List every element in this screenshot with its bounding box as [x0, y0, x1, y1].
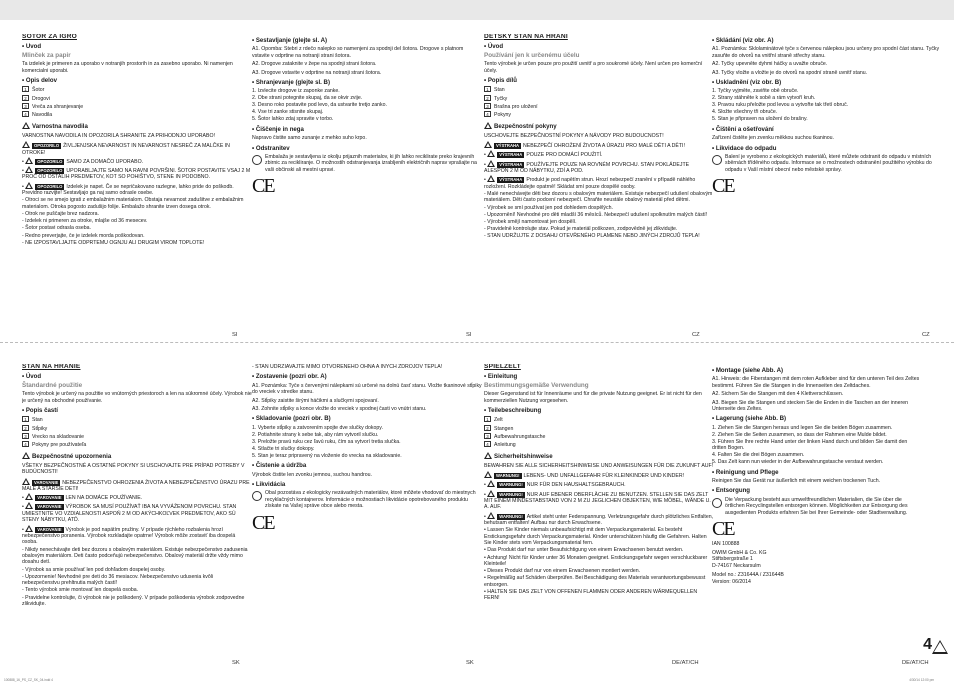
list-item: 2. Obe strani potegnite skupaj, da se okvir zvije.	[252, 95, 363, 102]
list-item: 4 Navodila	[22, 111, 252, 118]
panel-cz-2	[712, 34, 942, 198]
de-montage-heading: • Montage (siehe Abb. A)	[712, 368, 922, 374]
sk-uvod-sub: Štandardné použitie	[22, 381, 83, 389]
cz-skladani-heading: • Skládání (viz obr. A)	[712, 38, 942, 44]
list-item: 1. Tyčky vyjměte, zaviňte obě obruče.	[712, 88, 799, 95]
cz-likvidace-text: Balení je vyrobeno z ekologických materiálů, které můžete odstranit do odpadu v místních sběrnách tříděného odpadu. Informace se o možnostech odstranění použitého výrobku do odpadu v Vaší místní obecní nebo městské správy.	[725, 154, 932, 173]
list-item: - Redno preverjajte, če je izdelek morda poškodovan.	[22, 232, 145, 239]
recycle-icon	[712, 498, 722, 508]
list-item: • WARNUNG! Artikel steht unter Federspannung. Verletzungsgefahr durch plötzliches Entfalten, behutsam entfalten! Aufbau nur durch Erwachsene.	[484, 513, 714, 527]
sk-zost-2: A2. Stĺpiky zaistite širými háčikmi a slučkymi spojovaní.	[252, 397, 379, 404]
si-ciscenje-heading: • Čiščenje in nega	[252, 127, 482, 133]
de-entsorgung-text: Die Verpackung besteht aus umweltfreundlichen Materialien, die Sie über die örtlichen Recyclingstellen entsorgen können. Möglichkeiten zur Entsorgung des ausgedienten Produkts erfahren Sie bei Ihrer Gemeinde- oder Stadtverwaltung.	[725, 496, 908, 516]
list-item: - Šotor postavi odrasla oseba.	[22, 225, 91, 232]
list-item: 1 Zelt	[484, 416, 714, 423]
de-einleitung-text: Dieser Gegenstand ist für Innenräume und für die private Nutzung geeignet. Er ist nicht für den kommerziellen Nutzung vorgesehen.	[484, 391, 702, 404]
list-item: • Achtung! Nicht für Kinder unter 36 Monaten geeignet. Erstickungsgefahr wegen verschluckbarer Kleinteile!	[484, 554, 708, 567]
si-sest-b-heading: • Shranjevanje (glejte sl. B)	[252, 80, 482, 86]
panel-si-2	[252, 34, 482, 198]
list-item: • VÝSTRAHA POUZE PRO DOMÁCÍ POUŽITÍ.	[484, 152, 603, 159]
panel-sk-1	[22, 364, 252, 608]
ce-mark: CE	[712, 175, 734, 198]
si-disposal	[252, 154, 482, 175]
si-sest-a-3: A3. Drogove vstavite v odprtine na notranji strani šotora.	[252, 69, 382, 76]
si-title: ŠOTOR ZA IGRO	[22, 34, 77, 40]
sk-sklad-list	[252, 425, 482, 459]
list-item: 5. Stan je připraven na uložení do brašny.	[712, 116, 808, 123]
list-item: • VAROVANIE Výrobok je pod napätím pružiny. V prípade rýchleho rozbalenia hrozí nebezpečenstvo poranenia. Výrobok rozkladajte opatrne! Výrobok môže zostaviť iba dospelá osoba.	[22, 526, 236, 546]
sk-sklad-heading: • Skladovanie (pozri obr. B)	[252, 416, 482, 422]
de-montage-2: A2. Sichern Sie die Stangen mit den 4 Klettverschlüssen.	[712, 391, 844, 398]
sk-zost-1: A1. Poznámka: Tyče s červenými nálepkami sú určené na dolnú časť stanu. Vložte tkaninové stĺpiky do vreciek v stredke stanu.	[252, 382, 482, 396]
list-item: - Výrobok sa smie používať len pod dohľadom dospelej osoby.	[22, 566, 166, 573]
list-item: 5. Das Zelt kann nun wieder in der Aufbewahrungstasche verstaut werden.	[712, 459, 884, 466]
list-item: • Regelmäßig auf Schäden überprüfen. Bei Beschädigung des Materials verantwortungsbewusst entsorgen.	[484, 575, 706, 588]
recycle-icon	[712, 155, 722, 165]
de-disposal	[712, 497, 922, 518]
cz-disposal	[712, 154, 942, 175]
list-item: • VAROVANIE LEN NA DOMÁCE POUŽÍVANIE.	[22, 495, 143, 502]
list-item: 3 Vreča za shranjevanje	[22, 103, 252, 110]
cz-skladani-2: A2. Tyčky upevněte dyhmi háčky a uvažte obruče.	[712, 61, 828, 68]
list-item: • OPOZORILO UPORABLJAJTE SAMO NA RAVNI POVRŠINI. ŠOTOR POSTAVITE VSAJ 2 M PROČ OD OSTALIH PREDMETOV, KOT SO POHIŠTVO, STENE IN PODOBNO.	[22, 168, 251, 181]
de-lagerung-list	[712, 425, 922, 466]
list-item: 2. Potiahnite strany k sebe tak, aby rám vytvoril slučku.	[252, 431, 379, 438]
sk-warn-list	[22, 478, 252, 608]
ce-mark: CE	[252, 175, 274, 198]
list-item: 2 Drogovi	[22, 95, 252, 102]
si-sest-a-1: A1. Opomba: Stebri z rdečo nalepko so namenjeni za spodnji del šotora. Drogove s platnom vstavite v odprtine na notranji strani šotora.	[252, 46, 464, 59]
si-warn-list	[22, 141, 252, 246]
cz-uvod-sub: Používání jen k určenému účelu	[484, 51, 580, 59]
list-item: - Malé nenechávejte děti bez dozoru s obalovým materiálem. Existuje nebezpečí udušení obalovým materiálem. Děti často podcení nebezpečí. Chraňte neustále obalový materiál před dětmi.	[484, 190, 713, 204]
si-odstranitev-heading: • Odstranitev	[252, 146, 482, 152]
cz-skladani-3: A3. Tyčky vložte a vložte je do otvorů na spodní straně uvnitř stanu.	[712, 69, 868, 76]
panel-si-1	[22, 34, 252, 247]
list-item: - Nikdy nenechávajte deti bez dozoru s obalovým materiálom. Existuje nebezpečenstvo zadusenia obalovým materiálom. Deti často podceňujú nebezpečenstvo. Obalový materiál držte vždy mimo dosahu detí.	[22, 546, 248, 566]
panel-sk-2	[252, 364, 482, 534]
list-item: • OPOZORILO Izdelek je napet. Če se nepričakovano razlegne, lahko pride do poškodb. Previdno razvijte! Sestavljajo ga naj samo odrasle osebe.	[22, 183, 234, 197]
de-entsorgung-heading: • Entsorgung	[712, 488, 922, 494]
list-item: - Upozornenie! Nevhodné pre deti do 36 mesiacov. Nebezpečenstvo udusenia kvôli nebezpečenstvu prehltnutia malých častí!	[22, 573, 214, 587]
cz-warn-list	[484, 141, 714, 239]
list-item: • WARNUNG! NUR AUF EBENER OBERFLÄCHE ZU BENUTZEN. STELLEN SIE DAS ZELT MIT EINEM MINDESTABSTAND VON 2 M ZU JEGLICHEN OBJEKTEN, WIE MÖBEL, WÄNDE U. A. AUF.	[484, 491, 711, 511]
list-item: - Výrobek se smí používat jen pod dohledem dospělých.	[484, 204, 613, 211]
panel-de-1	[484, 364, 714, 603]
panel-cz-1	[484, 34, 714, 241]
list-item: 1 Stan	[22, 416, 252, 423]
cz-popis-heading: • Popis dílů	[484, 78, 714, 84]
sk-likvidacia-heading: • Likvidácia	[252, 482, 482, 488]
list-item: - Izdelek ni primeren za otroke, mlajše od 36 mesecev.	[22, 218, 148, 225]
print-slug: 100888_16_PS_CZ_SK_04.indd 4	[4, 678, 53, 682]
cz-warn-intro: USCHOVEJTE BEZPEČNOSTNÍ POKYNY A NÁVODY PRO BUDOUCNOST!	[484, 132, 664, 139]
list-item: • Lassen Sie Kinder niemals unbeaufsichtigt mit dem Verpackungsmaterial. Es besteht Erstickungsgefahr durch Verpackungsmaterial. Kinder unterschätzen häufig die Gefahren. Halten Sie Kinder stets vom Verpackungsmaterial fern.	[484, 527, 707, 547]
si-sest-b-list	[252, 88, 482, 122]
list-item: 3. Führen Sie Ihre rechte Hand unter der linken Hand durch und bilden Sie damit den dritten Bogen.	[712, 438, 908, 452]
de-title: SPIELZELT	[484, 364, 521, 370]
cz-likvidace-heading: • Likvidace do odpadu	[712, 146, 942, 152]
list-item: 1. Izvlecite drogove iz zaponke zanke.	[252, 88, 340, 95]
si-opis-heading: • Opis delov	[22, 78, 252, 84]
list-item: 3. Preložte pravú ruku cez ľavú ruku, čím sa vytvorí tretia slučka.	[252, 438, 401, 445]
de-reinigung-heading: • Reinigung und Pflege	[712, 470, 922, 476]
sk-warn-heading: Bezpečnostné upozornenia	[22, 452, 252, 460]
footer-lang: DE/AT/CH	[672, 660, 699, 666]
cz-uvod-text: Tento výrobek je určen pouze pro použití uvnitř a pro soukromé účely. Není určen pro komerční účely.	[484, 61, 703, 74]
sk-likvidacia-text: Obal pozostáva z ekologicky nezávadných materiálov, ktoré môžete vhodovať do miestnych recyklačných kontajnerov. Informácie o možnostiach likvidácie opotrebovaného produktu získate na Vašej správe obce alebo mesta.	[265, 490, 476, 510]
de-reinigung-text: Reinigen Sie das Gerät nur äußerlich mit einem weichen trockenen Tuch.	[712, 478, 881, 485]
de-ian: IAN 100888	[712, 540, 740, 547]
de-company-2: Stiftsbergstraße 1	[712, 556, 753, 563]
list-item: VÝSTRAHA NEBEZPEČÍ OHROŽENÍ ŽIVOTA A ÚRAZU PRO MALÉ DĚTI A DĚTI!	[484, 141, 714, 149]
list-item: 3. Desno roko postavite pod levo, da ustvarite tretjo zanko.	[252, 102, 387, 109]
list-item: 5. Stan je teraz pripravený na vloženie do vrecka na skladovanie.	[252, 452, 402, 459]
page-warning-icon	[932, 640, 948, 654]
list-item: 4 Anleitung	[484, 441, 714, 448]
si-odstranitev-text: Embalaža je sestavljena iz okolju prijaznih materialov, ki jih lahko reciklirate preko krajevnih zbirnic za recikliranje. O možnostih odstranjevanja izrabljenih električnih naprav vprašajte na vaši občinski ali mestni upravi.	[265, 154, 477, 173]
list-item: 2. Ziehen Sie die Seiten zusammen, so dass der Rahmen eine Mulde bildet.	[712, 431, 887, 438]
footer-lang: SI	[466, 332, 472, 338]
list-item: 2 Stangen	[484, 425, 714, 432]
de-warn-intro: BEWAHREN SIE ALLE SICHERHEITSHINWEISE UND ANWEISUNGEN FÜR DIE ZUKUNFT AUF!	[484, 462, 714, 469]
list-item: • Dieses Produkt darf nur von einem Erwachsenen montiert werden.	[484, 568, 641, 575]
cz-uskladneni-list	[712, 88, 942, 122]
list-item: - Otroci se ne smejo igrati z embalažnim materialom. Obstaja nevarnost zadušitve z embalažnim materialom. Otroka pogosto zadušijo folije. Embalažo shranite izven dosega otrok.	[22, 197, 244, 210]
sk-zost-3: A3. Zohnite stĺpiky a konce vložte do vreciek v spodnej časti vo vnútri stanu.	[252, 406, 427, 413]
cz-parts-list	[484, 86, 714, 118]
list-item: - STAN UDRŽUJTE Z DOSAHU OTEVŘENÉHO PLAMENE NEBO JINÝCH ZDROJŮ TEPLA!	[484, 233, 700, 240]
list-item: 3 Vrecko na skladovanie	[22, 433, 252, 440]
de-montage-3: A3. Biegen Sie die Stangen und stecken Sie die Enden in die Taschen an der inneren Unterseite des Zeltes.	[712, 399, 909, 413]
list-item: - NE IZPOSTAVLJAJTE ODPRTEMU OGNJU ALI DRUGIM VIROM TOPLOTE!	[22, 239, 205, 246]
list-item: 2 Stĺpiky	[22, 425, 252, 432]
list-item: WARNUNG! LEBENS- UND UNFALLGEFAHR FÜR KLEINKINDER UND KINDER!	[484, 471, 714, 479]
warning-icon	[22, 452, 30, 459]
cz-skladani-1: A1. Poznámka: Sklolaminátové tyče s červenou nálepkou jsou určeny pro spodní část stanu. Tyčky zasuňte do otvorů na vnitřní straně střechy stanu.	[712, 46, 940, 59]
de-teile-heading: • Teilebeschreibung	[484, 408, 714, 414]
list-item: 1. Vyberte stĺpiky a zatvorením spojte dve slučky dokopy.	[252, 424, 383, 431]
cz-uvod-heading: • Úvod	[484, 44, 714, 50]
list-item: 3. Pravou ruku přeložte pod levou a vytvořte tak třetí obruč.	[712, 102, 849, 109]
list-item: 1 Stan	[484, 86, 714, 93]
list-item: 3 Aufbewahrungstasche	[484, 433, 714, 440]
warning-icon	[484, 122, 492, 129]
de-warn-list	[484, 471, 714, 601]
cz-warn-heading: Bezpečnostní pokyny	[484, 122, 714, 130]
list-item: 5. Šotor lahko zdaj spravite v torbo.	[252, 116, 334, 123]
si-sest-a-2: A2. Drogove zataknite v žepe na spodnji strani šotora.	[252, 61, 377, 68]
warning-icon	[22, 122, 30, 129]
si-ciscenje-text: Napravo čistite samo zunanje z mehko suho krpo.	[252, 135, 367, 142]
footer-lang: SK	[232, 660, 240, 666]
footer-lang: SK	[466, 660, 474, 666]
cz-uskladneni-heading: • Uskladnění (viz obr. B)	[712, 80, 942, 86]
page-number: 4	[923, 636, 932, 653]
footer-lang: CZ	[692, 332, 700, 338]
warning-icon	[484, 452, 492, 459]
list-item: • Das Produkt darf nur unter Beaufsichtigung von einem Erwachsenen benutzt werden.	[484, 547, 684, 554]
ce-mark: CE	[252, 511, 274, 534]
list-item: 1. Ziehen Sie die Stangen heraus und legen Sie die beiden Bögen zusammen.	[712, 424, 893, 431]
sk-warn-last: - STAN UDRŽIAVAJTE MIMO OTVORENÉHO OHŇA A INÝCH ZDROJOV TEPLA!	[252, 364, 443, 370]
list-item: - Pravidelne kontrolujte, či výrobok nie je poškodený. V prípade poškodenia výrobok zodpovedne zlikvidujte.	[22, 594, 245, 607]
recycle-icon	[252, 155, 262, 165]
list-item: 4. Stlačte tri slučky dokopy.	[252, 445, 315, 452]
de-warn-heading: Sicherheitshinweise	[484, 452, 714, 460]
list-item: 1 Šotor	[22, 86, 252, 93]
de-company-3: D-74167 Neckarsulm	[712, 562, 761, 569]
cz-title: DĚTSKÝ STAN NA HRANÍ	[484, 34, 568, 40]
footer-lang: CZ	[922, 332, 930, 338]
sk-cistenie-heading: • Čistenie a údržba	[252, 463, 482, 469]
recycle-icon	[252, 491, 262, 501]
list-item: 2 Tyčky	[484, 95, 714, 102]
list-item: - Tento výrobok smie montovať len dospelá osoba.	[22, 587, 139, 594]
sk-uvod-heading: • Úvod	[22, 374, 252, 380]
panel-de-2	[712, 364, 922, 587]
sk-uvod-text: Tento výrobok je určený na použitie vo vnútorných priestoroch a len na súkromné účely. Výrobok nie je určený na obchodné používanie.	[22, 391, 252, 404]
si-uvod-text: Ta izdelek je primeren za uporabo v notranjih prostorih in za zasebno uporabo. Ni namenjen komercialni uporabi.	[22, 61, 233, 74]
ce-mark: CE	[712, 518, 734, 541]
list-item: VAROVANIE NEBEZPEČENSTVO OHROZENIA ŽIVOTA A NEBEZPEČENSTVO ÚRAZU PRE MALÉ A STARŠIE DETI!	[22, 479, 250, 493]
de-montage-1: A1. Hinweis: die Fiberstangen mit dem roten Aufkleber sind für den unteren Teil des Zeltes bestimmt. Führen Sie die Stangen in die Innenseiten des Zeltdaches.	[712, 376, 920, 389]
print-slug-bar	[0, 678, 954, 684]
sk-zost-heading: • Zostavenie (pozri obr. A)	[252, 374, 482, 380]
cz-cisteni-heading: • Čištění a ošetřování	[712, 127, 942, 133]
list-item: 4. Falten Sie die drei Bögen zusammen.	[712, 452, 805, 459]
print-date: 4/30/14 12:00 pm	[909, 678, 934, 682]
si-warn-heading: Varnostna navodila	[22, 122, 252, 130]
de-parts-list	[484, 416, 714, 448]
si-sest-a-heading: • Sestavljanje (glejte sl. A)	[252, 38, 482, 44]
de-model: Model no.: Z31644A / Z31644B	[712, 572, 784, 579]
sk-cistenie-text: Výrobok čistite len zvonku jemnou, suchou handrou.	[252, 471, 372, 478]
top-bar	[0, 0, 954, 20]
si-uvod-sub: Mlinček za papir	[22, 51, 71, 59]
de-company-1: OWIM GmbH & Co. KG	[712, 549, 767, 556]
list-item: - Pravidelně kontrolujte stav. Pokud je materiál poškozen, zodpovědně jej zlikvidujte.	[484, 226, 678, 233]
de-lagerung-heading: • Lagerung (siehe Abb. B)	[712, 416, 922, 422]
sk-disposal	[252, 490, 482, 511]
list-item: • VAROVANIE VÝROBOK SA MUSÍ POUŽÍVAŤ IBA NA VYVÁŽENOM POVRCHU. STAN UMIESTNITE VO VZDIALENOSTI ASPOŇ 2 M OD AKÝCHKOĽVEK PREDMETOV, AKO SÚ STENY NÁBYTKU, ATĎ.	[22, 504, 237, 524]
list-item: • VÝSTRAHA Produkt je pod napětím strun. Hrozí nebezpečí zranění v případě náhlého rozložení. Rozkládejte opatrně! Skládat smí pouze dospělé osoby.	[484, 177, 696, 190]
list-item: - Otrok ne puščajte brez nadzora.	[22, 210, 99, 217]
list-item: 3 Brašna pro uložení	[484, 103, 714, 110]
list-item: 2. Strany stáhněte k sobě a rám vytvoří kruh.	[712, 95, 816, 102]
list-item: • WARNUNG! NUR FÜR DEN HAUSHALTSGEBRAUCH.	[484, 482, 626, 489]
list-item: 4 Pokyny pre používateľa	[22, 441, 252, 448]
de-einleitung-sub: Bestimmungsgemäße Verwendung	[484, 381, 589, 389]
si-uvod-heading: • Uvod	[22, 44, 252, 50]
footer-lang: SI	[232, 332, 238, 338]
list-item: • OPOZORILO SAMO ZA DOMAČO UPORABO.	[22, 158, 144, 165]
list-item: - Upozornění! Nevhodné pro děti mladší 36 měsíců. Nebezpečí udušení spolknutím malých částí!	[484, 211, 708, 218]
list-item: 4. Složte všechny tři obruče.	[712, 109, 778, 116]
list-item: • HALTEN SIE DAS ZELT VON OFFENEN FLAMMEN ODER ANDEREN WÄRMEQUELLEN FERN!	[484, 588, 698, 602]
sk-title: STAN NA HRANIE	[22, 364, 81, 370]
sk-popis-heading: • Popis častí	[22, 408, 252, 414]
list-item: 4 Pokyny	[484, 111, 714, 118]
si-warn-intro: VARNOSTNA NAVODILA IN OPOZORILA SHRANITE ZA PRIHODNJO UPORABO!	[22, 132, 215, 139]
sk-warn-intro: VŠETKY BEZPEČNOSTNÉ A OSTATNÉ POKYNY SI USCHOVAJTE PRE PRÍPAD POTREBY V BUDÚCNOSTI!	[22, 462, 245, 476]
footer-lang: DE/AT/CH	[902, 660, 929, 666]
list-item: OPOZORILO ŽIVLJENJSKA NEVARNOST IN NEVARNOST NESREČ ZA MALČKE IN OTROKE!	[22, 143, 230, 156]
de-einleitung-heading: • Einleitung	[484, 374, 714, 380]
list-item: - Výrobek smějí namontovat jen dospělí.	[484, 218, 577, 225]
de-version: Version: 06/2014	[712, 578, 751, 585]
si-parts-list	[22, 86, 252, 118]
sk-parts-list	[22, 416, 252, 448]
list-item: 4. Vse tri zanke stisnite skupaj.	[252, 109, 324, 116]
list-item: • VÝSTRAHA POUŽÍVEJTE POUZE NA ROVNÉM POVRCHU. STAN POKLÁDEJTE ALESPOŇ 2 M OD NÁBYTKU, ZDÍ A POD.	[484, 161, 690, 175]
cz-cisteni-text: Zařízení čistěte jen zvenku měkkou suchou tkaninou.	[712, 135, 834, 142]
page-divider	[0, 342, 954, 343]
